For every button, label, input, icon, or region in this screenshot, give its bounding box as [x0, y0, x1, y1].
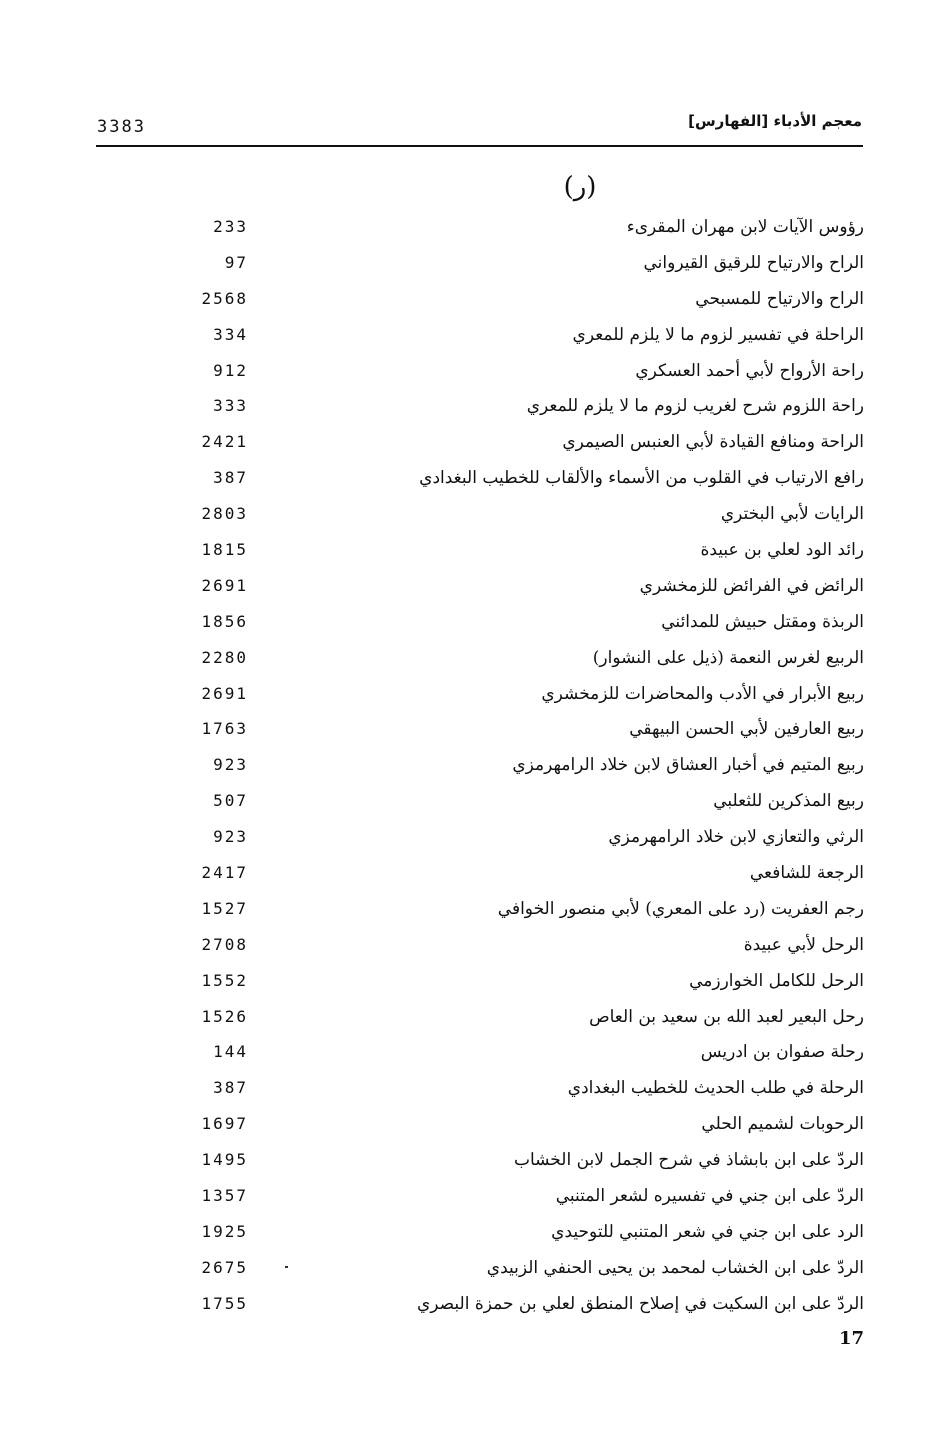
entry-title: رؤوس الآيات لابن مهران المقرىء: [626, 217, 864, 237]
index-entry: [0, 784, 932, 820]
entry-page-number: 1856: [201, 611, 248, 631]
entry-page-number: 1925: [201, 1221, 248, 1241]
entry-title: ربيع المذكرين للثعلبي: [713, 791, 864, 812]
entry-title: الراح والارتياح للرقيق القيرواني: [643, 252, 864, 273]
entry-title: ربيع المتيم في أخبار العشاق لابن خلاد الرامهرمزي: [512, 755, 864, 776]
entry-title: الردّ على ابن بابشاذ في شرح الجمل لابن الخشاب: [513, 1150, 864, 1171]
entry-title: راحة اللزوم شرح لغريب لزوم ما لا يلزم للمعري: [526, 396, 864, 417]
running-header-page-number: 3383: [97, 117, 146, 137]
index-entry: [0, 1215, 932, 1251]
entry-page-number: 2421: [201, 432, 248, 452]
page-folio: 17: [838, 1328, 864, 1349]
entry-page-number: 333: [213, 396, 248, 416]
entry-title: رافع الارتياب في القلوب من الأسماء والألقاب للخطيب البغدادي: [419, 468, 864, 489]
entry-title: الردّ على ابن جني في تفسيره لشعر المتنبي: [555, 1186, 864, 1207]
index-entry: [0, 677, 932, 713]
index-entry: [0, 1251, 932, 1287]
entry-page-number: 912: [213, 360, 248, 380]
index-entry: [0, 1287, 932, 1323]
entry-title: راحة الأرواح لأبي أحمد العسكري: [635, 360, 864, 381]
entry-title: الردّ على ابن الخشاب لمحمد بن يحيى الحنفي الزبيدي: [486, 1257, 864, 1278]
entry-page-number: 334: [213, 324, 248, 344]
section-heading: (ر): [563, 172, 597, 202]
entry-page-number: 2691: [201, 683, 248, 703]
entry-page-number: 1763: [201, 719, 248, 739]
index-entry-list: [0, 210, 932, 1323]
entry-page-number: 97: [224, 252, 248, 272]
index-entry: [0, 497, 932, 533]
entry-page-number: 387: [213, 468, 248, 488]
index-entry: [0, 605, 932, 641]
entry-title: الرثي والتعازي لابن خلاد الرامهرمزي: [608, 827, 864, 848]
entry-page-number: 923: [213, 827, 248, 847]
entry-title: الرحل لأبي عبيدة: [743, 934, 864, 955]
entry-page-number: 923: [213, 755, 248, 775]
entry-title: الرحوبات لشميم الحلي: [701, 1114, 864, 1135]
index-entry: [0, 820, 932, 856]
index-entry: [0, 1035, 932, 1071]
index-entry: [0, 210, 932, 246]
entry-title: الربذة ومقتل حبيش للمدائني: [661, 611, 864, 632]
running-header-title: معجم الأدباء [الفهارس]: [688, 112, 862, 130]
entry-page-number: 2675: [201, 1257, 248, 1277]
index-entry: [0, 1071, 932, 1107]
entry-title: الراحلة في تفسير لزوم ما لا يلزم للمعري: [572, 324, 864, 345]
entry-page-number: 2691: [201, 575, 248, 595]
entry-title: الراحة ومنافع القيادة لأبي العنبس الصيمري: [562, 432, 864, 453]
entry-title: رحلة صفوان بن ادريس: [700, 1042, 864, 1063]
entry-title: الرحل للكامل الخوارزمي: [689, 970, 864, 991]
entry-title: الربيع لغرس النعمة (ذيل على النشوار): [592, 647, 864, 668]
index-entry: [0, 748, 932, 784]
entry-page-number: 387: [213, 1078, 248, 1098]
entry-page-number: 1815: [201, 540, 248, 560]
entry-title: الرايات لأبي البختري: [720, 504, 864, 525]
entry-page-number: 2568: [201, 288, 248, 308]
entry-page-number: 144: [213, 1042, 248, 1062]
index-entry: [0, 318, 932, 354]
index-entry: [0, 461, 932, 497]
index-entry: [0, 928, 932, 964]
index-entry: [0, 282, 932, 318]
entry-title: ربيع العارفين لأبي الحسن البيهقي: [629, 719, 864, 740]
index-entry: [0, 892, 932, 928]
entry-page-number: 2280: [201, 647, 248, 667]
index-entry: [0, 856, 932, 892]
index-entry: [0, 533, 932, 569]
index-entry: [0, 1000, 932, 1036]
entry-title: الرد على ابن جني في شعر المتنبي للتوحيدي: [551, 1221, 864, 1242]
index-entry: [0, 1143, 932, 1179]
index-entry: [0, 246, 932, 282]
entry-page-number: 1526: [201, 1006, 248, 1026]
index-entry: [0, 1179, 932, 1215]
index-entry: [0, 712, 932, 748]
index-entry: [0, 354, 932, 390]
entry-title: رائد الود لعلي بن عبيدة: [700, 540, 864, 561]
entry-page-number: 1697: [201, 1114, 248, 1134]
entry-page-number: 2803: [201, 504, 248, 524]
entry-title: الرائض في الفرائض للزمخشري: [639, 575, 864, 596]
index-entry: [0, 641, 932, 677]
entry-title: رحل البعير لعبد الله بن سعيد بن العاص: [589, 1006, 864, 1027]
entry-title: الراح والارتياح للمسبحي: [695, 288, 864, 309]
index-entry: [0, 425, 932, 461]
entry-title: الرجعة للشافعي: [749, 863, 864, 884]
entry-title: الردّ على ابن السكيت في إصلاح المنطق لعلي بن حمزة البصري: [417, 1293, 864, 1314]
entry-page-number: 507: [213, 791, 248, 811]
index-entry: [0, 964, 932, 1000]
entry-page-number: 1357: [201, 1186, 248, 1206]
index-entry: [0, 1107, 932, 1143]
entry-page-number: 2708: [201, 934, 248, 954]
entry-page-number: 1552: [201, 970, 248, 990]
entry-page-number: 233: [213, 217, 248, 236]
entry-page-number: 1755: [201, 1293, 248, 1313]
entry-title: رجم العفريت (رد على المعري) لأبي منصور الخوافي: [497, 898, 864, 919]
entry-page-number: 1495: [201, 1150, 248, 1170]
entry-title: ربيع الأبرار في الأدب والمحاضرات للزمخشري: [541, 683, 864, 704]
header-divider: [96, 145, 863, 147]
entry-title: الرحلة في طلب الحديث للخطيب البغدادي: [567, 1078, 864, 1099]
entry-page-number: 2417: [201, 863, 248, 883]
stray-ink-dot: [285, 1266, 288, 1268]
index-entry: [0, 389, 932, 425]
index-entry: [0, 569, 932, 605]
entry-page-number: 1527: [201, 898, 248, 918]
